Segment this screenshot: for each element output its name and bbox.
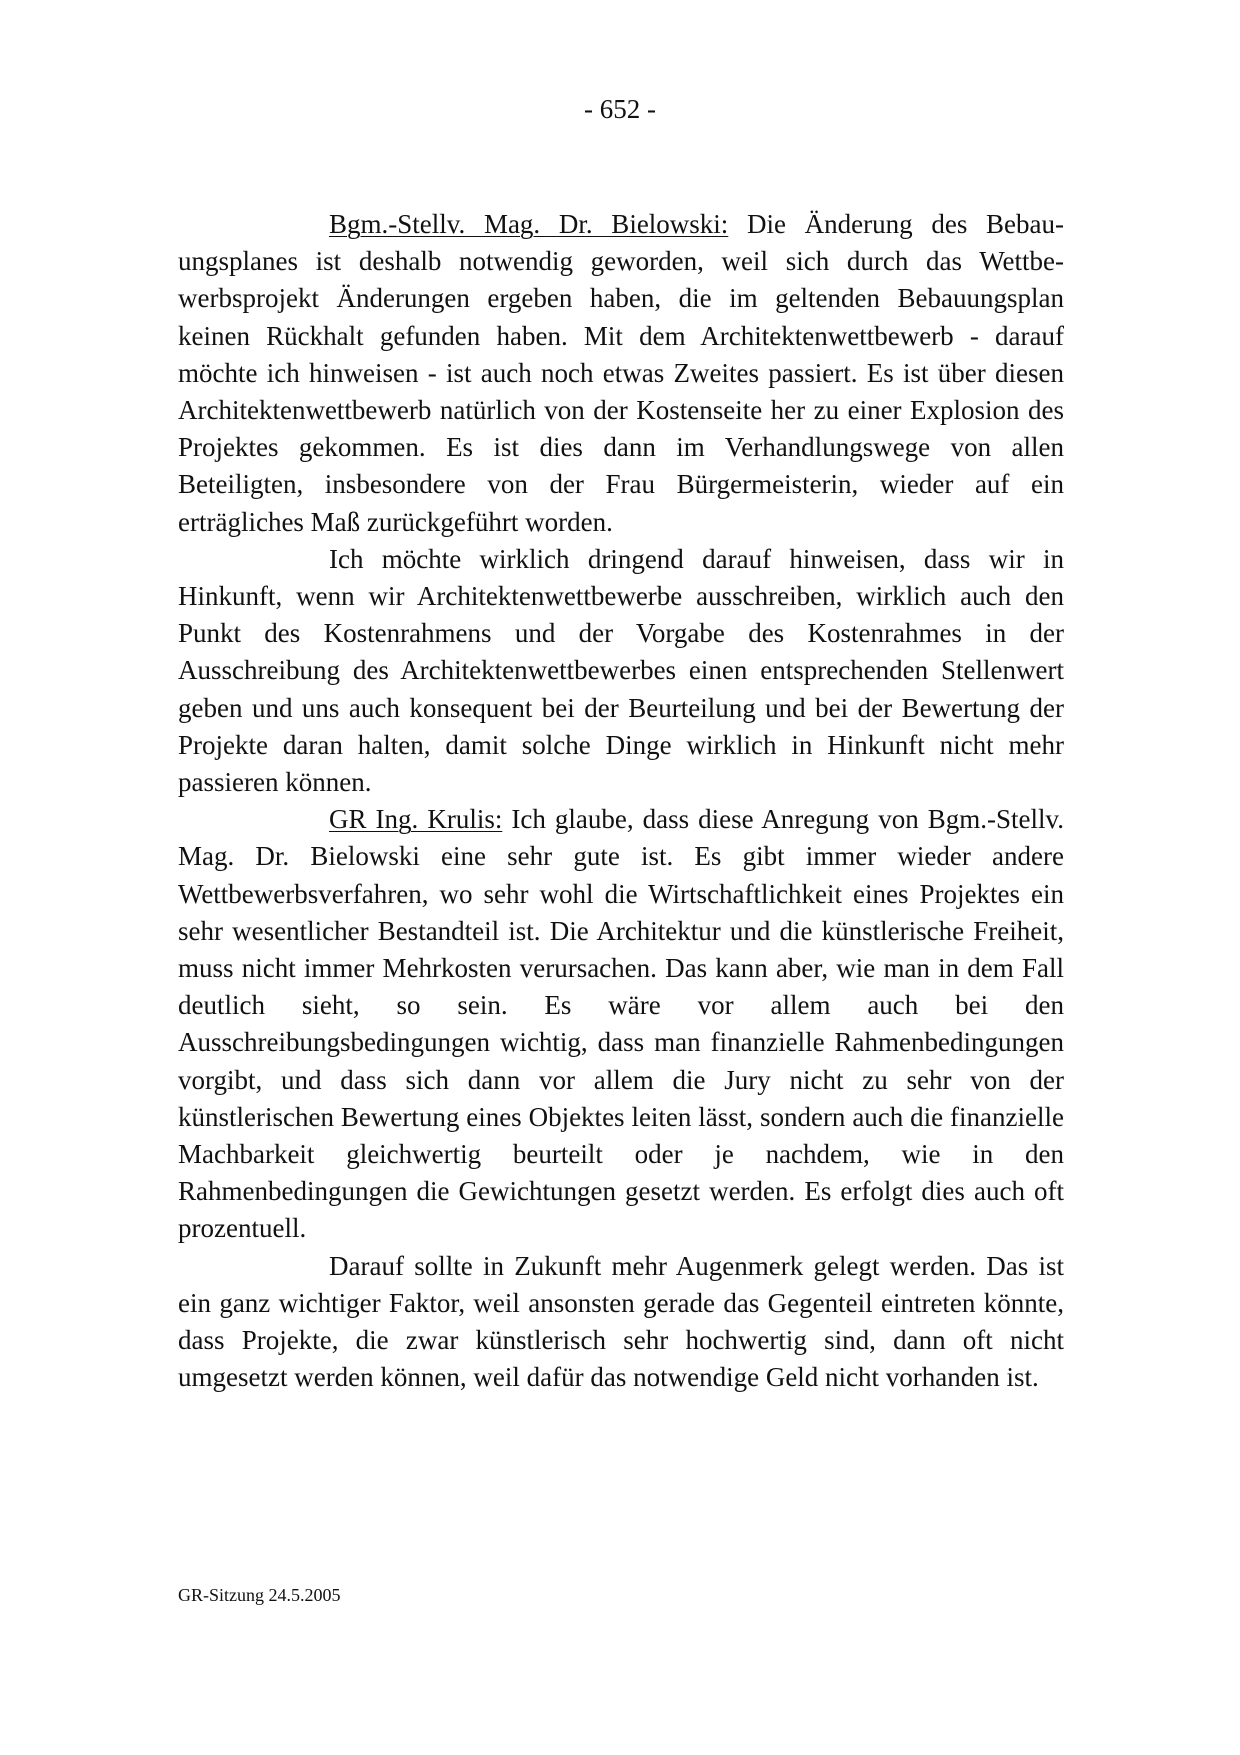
speaker-name: Bgm.-Stellv. Mag. Dr. Bielowski: [329, 209, 729, 239]
document-body [178, 206, 1064, 1397]
footer-session-date: GR-Sitzung 24.5.2005 [178, 1585, 341, 1605]
paragraph-krulis-continued [178, 1248, 1064, 1397]
page-number: - 652 - [584, 94, 656, 124]
paragraph-krulis [178, 801, 1064, 1247]
paragraph-bielowski-continued [178, 541, 1064, 801]
paragraph-bielowski [178, 206, 1064, 541]
speaker-name: GR Ing. Krulis: [329, 804, 503, 835]
paragraph-text: Ich möchte wirklich dringend darauf hinweisen, dass wir in Hinkunft, wenn wir Architektenwettbewerbe ausschreiben, wirklich auch den Punkt des Kostenrahmens und der Vorgabe des Kostenrahmes in der Ausschreibung des Architektenwettbewerbes einen entsprechenden Stellenwert geben und uns auch konsequent bei der Beurteilung und bei der Bewertung der Projekte daran halten, damit solche Dinge wirklich in Hinkunft nicht mehr passieren können. [178, 543, 1064, 798]
paragraph-text: Die Änderung des Bebauungsplanes ist deshalb notwendig geworden, weil sich durch das Wettbewerbsprojekt Änderungen ergeben haben, die im geltenden Bebauungsplan keinen Rückhalt gefunden haben. Mit dem Architektenwettbewerb - darauf möchte ich hinweisen - ist auch noch etwas Zweites passiert. Es ist über diesen Architektenwettbewerb natürlich von der Kostenseite her zu einer Explosion des Projektes gekommen. Es ist dies dann im Verhandlungswege von allen Beteiligten, insbesondere von der Frau Bürgermeisterin, wieder auf ein erträgliches Maß zurückgeführt worden. [178, 209, 1064, 537]
paragraph-text: Ich glaube, dass diese Anregung von Bgm.-Stellv. Mag. Dr. Bielowski eine sehr gute ist. Es gibt immer wieder andere Wettbewerbsverfahren, wo sehr wohl die Wirtschaftlichkeit eines Projektes ein sehr wesentlicher Bestandteil ist. Die Architektur und die künstlerische Freiheit, muss nicht immer Mehrkosten verursachen. Das kann aber, wie man in dem Fall deutlich sieht, so sein. Es wäre vor allem auch bei den Ausschreibungsbedingungen wichtig, dass man finanzielle Rahmenbedingungen vorgibt, und dass sich dann vor allem die Jury nicht zu sehr von der künstlerischen Bewertung eines Objektes leiten lässt, sondern auch die finanzielle Machbarkeit gleichwertig beurteilt oder je nachdem, wie in den Rahmenbedingungen die Gewichtungen gesetzt werden. Es erfolgt dies auch oft prozentuell. [178, 804, 1065, 1244]
paragraph-text: Darauf sollte in Zukunft mehr Augenmerk gelegt werden. Das ist ein ganz wichtiger Faktor, weil ansonsten gerade das Gegenteil eintreten könnte, dass Projekte, die zwar künstlerisch sehr hochwertig sind, dann oft nicht umgesetzt werden können, weil dafür das notwendige Geld nicht vorhanden ist. [178, 1250, 1064, 1393]
